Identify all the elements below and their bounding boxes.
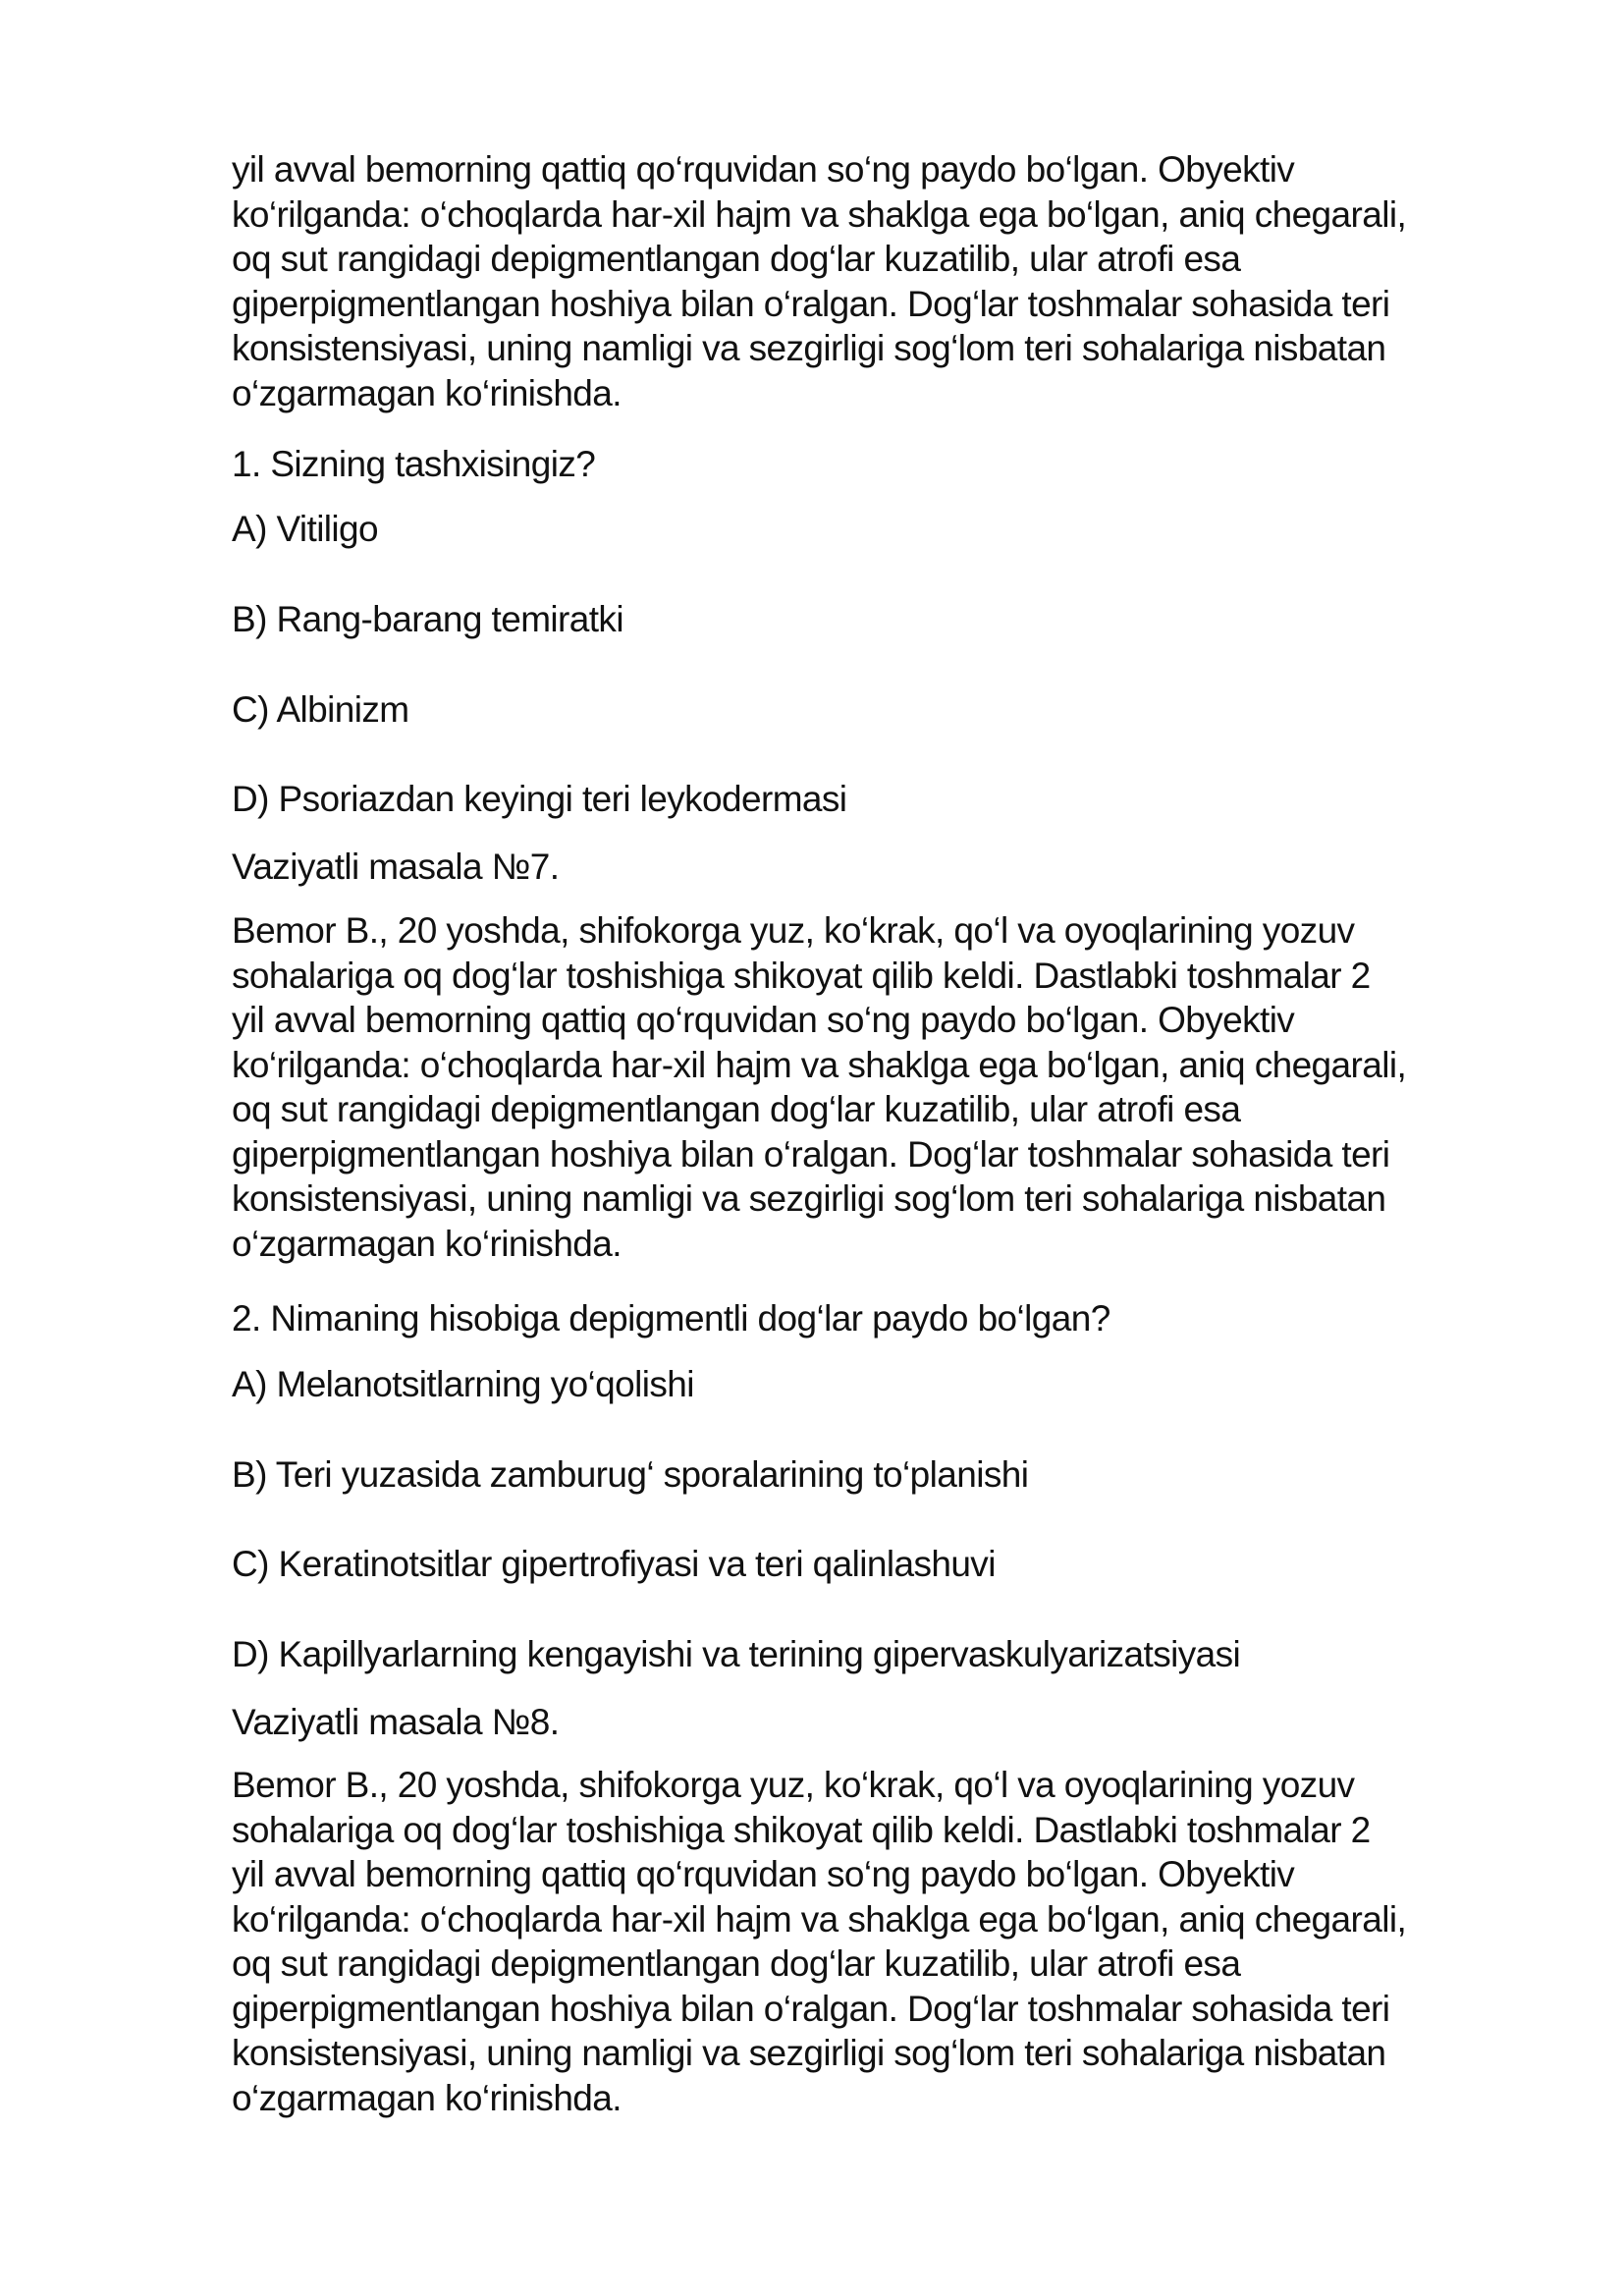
question-1-option-c: C) Albinizm [232, 689, 409, 730]
paragraph-line: yil avval bemorning qattiq qo‘rquvidan so‘ng paydo bo‘lgan. Obyektiv [232, 1854, 1295, 1894]
paragraph-line: giperpigmentlangan hoshiya bilan o‘ralgan. Dog‘lar toshmalar sohasida teri [232, 283, 1390, 324]
case-7-heading: Vaziyatli masala №7. [232, 847, 560, 887]
question-1: 1. Sizning tashxisingiz? [232, 444, 596, 484]
case-8-heading: Vaziyatli masala №8. [232, 1702, 560, 1742]
question-1-option-b: B) Rang-barang temiratki [232, 599, 623, 639]
paragraph-line: oq sut rangidagi depigmentlangan dog‘lar kuzatilib, ular atrofi esa [232, 1089, 1241, 1129]
paragraph-line: ko‘rilganda: o‘choqlarda har-xil hajm va shaklga ega bo‘lgan, aniq chegarali, [232, 1898, 1407, 1940]
paragraph-line: giperpigmentlangan hoshiya bilan o‘ralgan. Dog‘lar toshmalar sohasida teri [232, 1133, 1390, 1175]
paragraph-line: o‘zgarmagan ko‘rinishda. [232, 1223, 622, 1264]
paragraph-line: sohalariga oq dog‘lar toshishiga shikoyat qilib keldi. Dastlabki toshmalar 2 [232, 1809, 1371, 1850]
paragraph-line: yil avval bemorning qattiq qo‘rquvidan so‘ng paydo bo‘lgan. Obyektiv [232, 1000, 1295, 1040]
paragraph-line: o‘zgarmagan ko‘rinishda. [232, 2077, 622, 2118]
paragraph-line: Bemor B., 20 yoshda, shifokorga yuz, ko‘krak, qo‘l va oyoqlarining yozuv [232, 1765, 1355, 1805]
paragraph-line: konsistensiyasi, uning namligi va sezgirligi sog‘lom teri sohalariga nisbatan [232, 1178, 1386, 1219]
paragraph-line: sohalariga oq dog‘lar toshishiga shikoyat qilib keldi. Dastlabki toshmalar 2 [232, 955, 1371, 996]
paragraph-line: oq sut rangidagi depigmentlangan dog‘lar kuzatilib, ular atrofi esa [232, 1943, 1241, 1984]
paragraph-line: o‘zgarmagan ko‘rinishda. [232, 372, 622, 413]
paragraph-line: konsistensiyasi, uning namligi va sezgirligi sog‘lom teri sohalariga nisbatan [232, 328, 1386, 368]
case-description-continued [232, 147, 1406, 415]
paragraph-line: ko‘rilganda: o‘choqlarda har-xil hajm va shaklga ega bo‘lgan, aniq chegarali, [232, 193, 1407, 235]
question-2-option-b: B) Teri yuzasida zamburug‘ sporalarining to‘planishi [232, 1454, 1029, 1495]
case-8-description [232, 1763, 1406, 2120]
question-2-option-c: C) Keratinotsitlar gipertrofiyasi va teri qalinlashuvi [232, 1544, 996, 1584]
paragraph-line: giperpigmentlangan hoshiya bilan o‘ralgan. Dog‘lar toshmalar sohasida teri [232, 1988, 1390, 2029]
case-7-description [232, 908, 1406, 1266]
paragraph-line: Bemor B., 20 yoshda, shifokorga yuz, ko‘krak, qo‘l va oyoqlarining yozuv [232, 910, 1355, 951]
question-2: 2. Nimaning hisobiga depigmentli dog‘lar paydo bo‘lgan? [232, 1298, 1110, 1339]
question-2-option-a: A) Melanotsitlarning yo‘qolishi [232, 1364, 694, 1404]
question-1-option-a: A) Vitiligo [232, 509, 379, 549]
paragraph-line: yil avval bemorning qattiq qo‘rquvidan so‘ng paydo bo‘lgan. Obyektiv [232, 149, 1295, 190]
question-2-option-d: D) Kapillyarlarning kengayishi va terining gipervaskulyarizatsiyasi [232, 1634, 1241, 1674]
question-1-option-d: D) Psoriazdan keyingi teri leykodermasi [232, 779, 847, 819]
paragraph-line: oq sut rangidagi depigmentlangan dog‘lar kuzatilib, ular atrofi esa [232, 239, 1241, 279]
paragraph-line: konsistensiyasi, uning namligi va sezgirligi sog‘lom teri sohalariga nisbatan [232, 2033, 1386, 2073]
paragraph-line: ko‘rilganda: o‘choqlarda har-xil hajm va shaklga ega bo‘lgan, aniq chegarali, [232, 1044, 1407, 1085]
